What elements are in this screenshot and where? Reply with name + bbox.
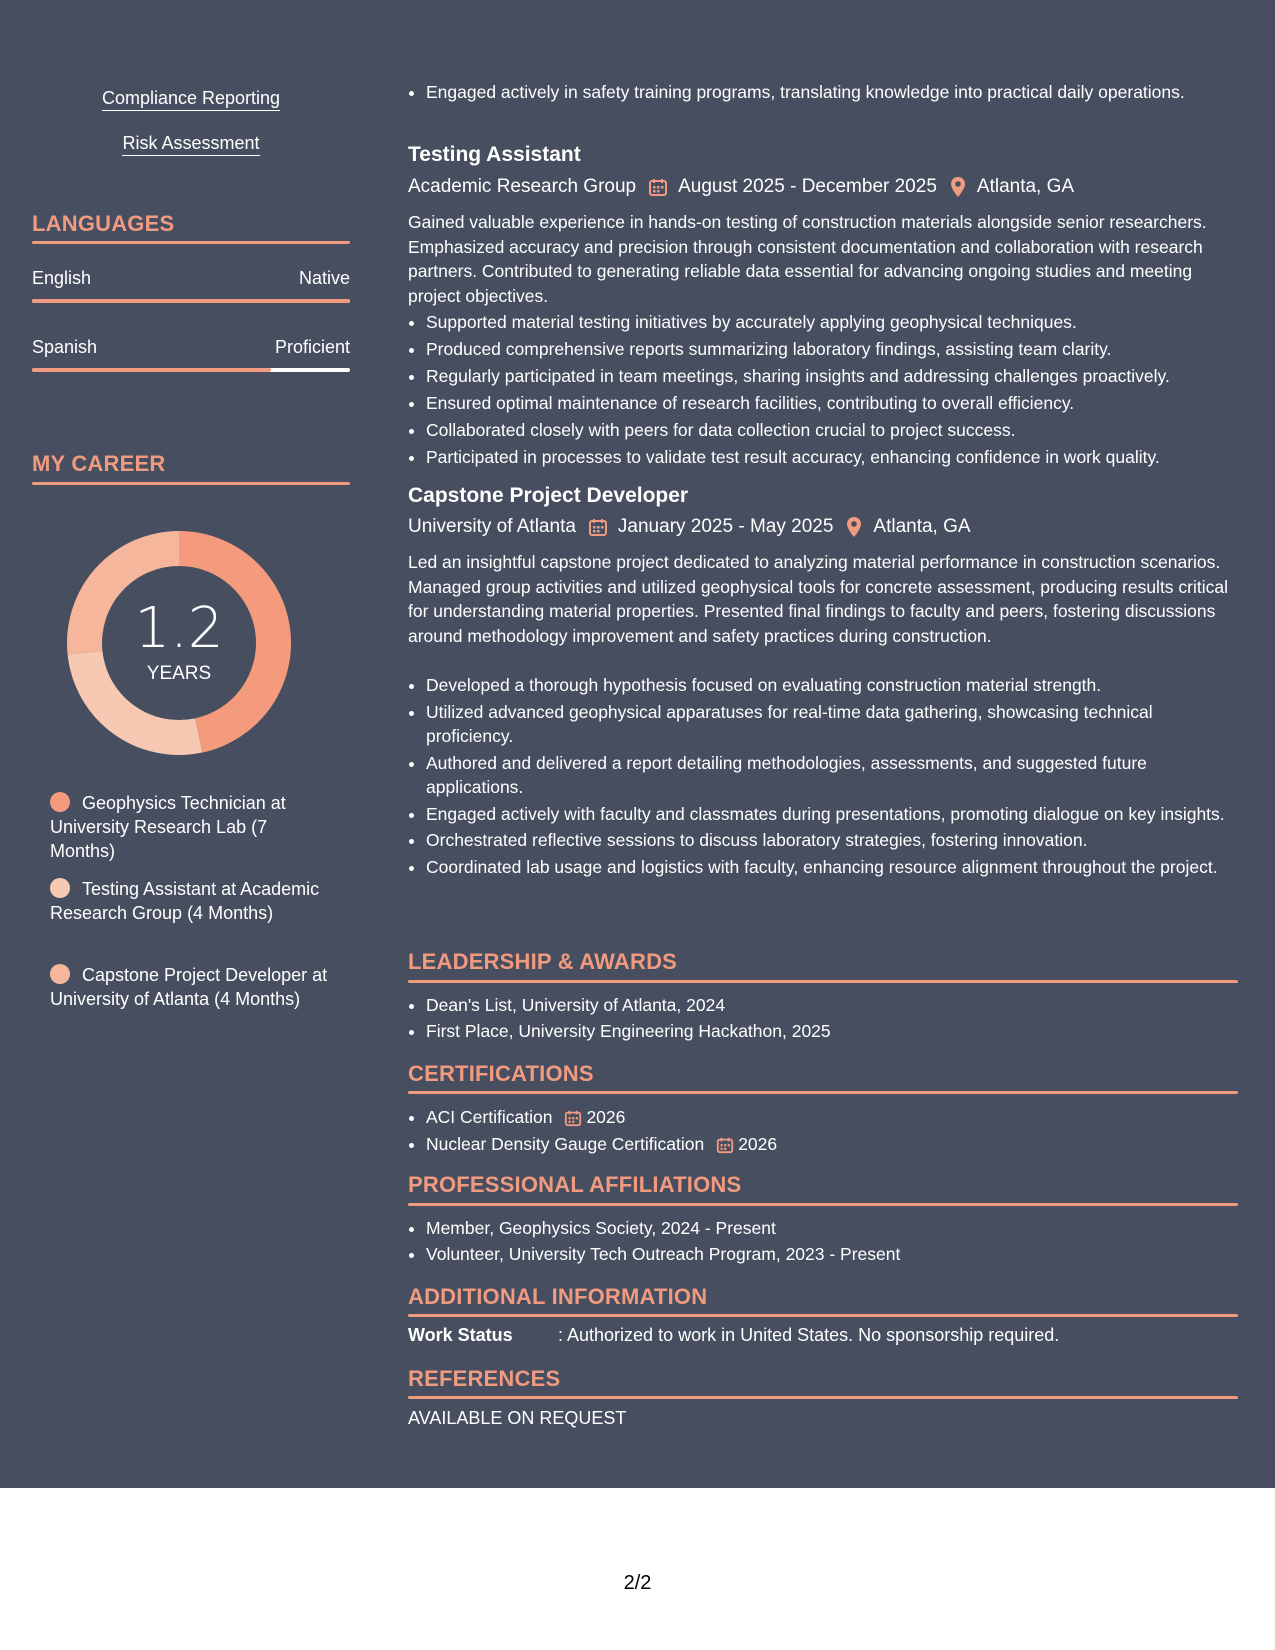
languages-title: LANGUAGES bbox=[32, 211, 175, 236]
references-title: REFERENCES bbox=[408, 1366, 561, 1391]
bullet-item: • Volunteer, University Tech Outreach Program, 2023 - Present bbox=[426, 1241, 1238, 1267]
job-meta bbox=[408, 516, 971, 538]
location-pin-icon bbox=[949, 176, 967, 198]
career-unit: YEARS bbox=[146, 663, 212, 684]
bullet-item: • Member, Geophysics Society, 2024 - Present bbox=[426, 1215, 1238, 1241]
bullet-item: • Supported material testing initiatives by accurately applying geophysical techniques. bbox=[426, 309, 1238, 336]
job-org: University of Atlanta bbox=[408, 516, 576, 537]
bullet-item: • Coordinated lab usage and logistics with faculty, enhancing resource alignment throughout the project. bbox=[426, 855, 1238, 880]
calendar-icon bbox=[648, 177, 668, 197]
skill-item[interactable] bbox=[32, 88, 350, 109]
bullet-item: • Produced comprehensive reports summarizing laboratory findings, assisting team clarity. bbox=[426, 336, 1238, 363]
legend-dot-icon bbox=[50, 878, 70, 898]
language-row bbox=[32, 268, 350, 289]
language-name: Spanish bbox=[32, 337, 98, 357]
job-bullets bbox=[408, 309, 1238, 471]
job-location: Atlanta, GA bbox=[976, 176, 1075, 197]
language-name: English bbox=[32, 268, 92, 288]
work-status-value: : Authorized to work in United States. No sponsorship required. bbox=[558, 1325, 1060, 1345]
bullet-item: • Engaged actively in safety training programs, translating knowledge into practical daily operations. bbox=[426, 80, 1238, 105]
carry-over-bullets bbox=[408, 80, 1238, 105]
bullet-item: • Collaborated closely with peers for data collection crucial to project success. bbox=[426, 417, 1238, 444]
work-status-label: Work Status bbox=[408, 1325, 513, 1345]
job-dates: January 2025 - May 2025 bbox=[617, 516, 834, 537]
career-total: 1.2 bbox=[134, 596, 224, 661]
certification-year: 2026 bbox=[586, 1107, 626, 1127]
job-title: Testing Assistant bbox=[408, 143, 581, 166]
references-value: AVAILABLE ON REQUEST bbox=[408, 1408, 627, 1428]
bullet-item: • Regularly participated in team meetings, sharing insights and addressing challenges proactively. bbox=[426, 363, 1238, 390]
section-rule bbox=[408, 1091, 1238, 1094]
location-pin-icon bbox=[845, 516, 863, 538]
leadership-list bbox=[408, 992, 1238, 1044]
certification-item bbox=[426, 1131, 1238, 1158]
career-donut-chart bbox=[67, 531, 291, 755]
section-rule bbox=[408, 1314, 1238, 1317]
career-legend-item bbox=[50, 791, 330, 863]
certification-name: ACI Certification bbox=[426, 1107, 553, 1127]
legend-label: Testing Assistant at Academic Research Group (4 Months) bbox=[50, 879, 320, 923]
bullet-item: • Dean's List, University of Atlanta, 2024 bbox=[426, 992, 1238, 1018]
section-rule bbox=[32, 241, 350, 244]
work-status-row bbox=[408, 1325, 1238, 1346]
additional-title: ADDITIONAL INFORMATION bbox=[408, 1284, 708, 1309]
certification-name: Nuclear Density Gauge Certification bbox=[426, 1134, 705, 1154]
job-meta bbox=[408, 176, 1074, 198]
job-title: Capstone Project Developer bbox=[408, 484, 689, 507]
calendar-icon bbox=[564, 1109, 582, 1127]
job-location: Atlanta, GA bbox=[873, 516, 971, 537]
calendar-icon bbox=[588, 517, 608, 537]
job-bullets bbox=[408, 673, 1238, 879]
calendar-icon bbox=[716, 1136, 734, 1154]
skill-label: Risk Assessment bbox=[122, 133, 259, 156]
language-bar bbox=[32, 299, 350, 303]
bullet-item: • Participated in processes to validate test result accuracy, enhancing confidence in work quality. bbox=[426, 444, 1238, 471]
legend-dot-icon bbox=[50, 792, 70, 812]
legend-label: Geophysics Technician at University Research Lab (7 Months) bbox=[50, 793, 286, 861]
bullet-item: • Ensured optimal maintenance of research facilities, contributing to overall efficiency. bbox=[426, 390, 1238, 417]
language-bar bbox=[32, 368, 350, 372]
skill-label: Compliance Reporting bbox=[102, 88, 280, 111]
language-row bbox=[32, 337, 350, 358]
job-summary: Gained valuable experience in hands-on testing of construction materials alongside senior researchers. Emphasized accuracy and precision through consistent documentation and collaboration with research partners. Contributed to generating reliable data essential for advancing ongoing studies and meeting project objectives. bbox=[408, 212, 1207, 306]
bullet-item: • Developed a thorough hypothesis focused on evaluating construction material strength. bbox=[426, 673, 1238, 698]
affiliations-title: PROFESSIONAL AFFILIATIONS bbox=[408, 1172, 742, 1197]
language-level: Proficient bbox=[274, 337, 350, 357]
skill-item[interactable] bbox=[32, 133, 350, 154]
career-legend-item bbox=[50, 877, 330, 925]
certification-year: 2026 bbox=[738, 1134, 778, 1154]
job-org: Academic Research Group bbox=[408, 176, 637, 197]
bullet-item: • Engaged actively with faculty and classmates during presentations, promoting dialogue on key insights. bbox=[426, 802, 1238, 827]
career-title: MY CAREER bbox=[32, 451, 166, 476]
bullet-item: • First Place, University Engineering Hackathon, 2025 bbox=[426, 1018, 1238, 1044]
job-dates: August 2025 - December 2025 bbox=[678, 176, 937, 197]
job-summary: Led an insightful capstone project dedicated to analyzing material performance in construction scenarios. Managed group activities and utilized geophysical tools for concrete assessment, producing results critical for understanding material properties. Presented final findings to faculty and peers, fostering discussions around methodology improvement and safety practices during construction. bbox=[408, 552, 1229, 646]
career-donut-center bbox=[67, 531, 291, 755]
bullet-item: • Authored and delivered a report detailing methodologies, assessments, and suggested future applications. bbox=[426, 751, 1238, 800]
certifications-list bbox=[408, 1104, 1238, 1158]
leadership-title: LEADERSHIP & AWARDS bbox=[408, 949, 678, 974]
legend-dot-icon bbox=[50, 964, 70, 984]
certification-item bbox=[426, 1104, 1238, 1131]
section-rule bbox=[408, 1396, 1238, 1399]
page-number: 2/2 bbox=[623, 1572, 652, 1594]
section-rule bbox=[408, 1203, 1238, 1206]
certifications-title: CERTIFICATIONS bbox=[408, 1061, 594, 1086]
language-level: Native bbox=[298, 268, 350, 288]
legend-label: Capstone Project Developer at University of Atlanta (4 Months) bbox=[50, 965, 328, 1009]
bullet-item: • Utilized advanced geophysical apparatuses for real-time data gathering, showcasing technical proficiency. bbox=[426, 700, 1238, 749]
career-legend-item bbox=[50, 963, 330, 1011]
section-rule bbox=[32, 482, 350, 485]
affiliations-list bbox=[408, 1215, 1238, 1267]
language-bar-fill bbox=[32, 299, 350, 303]
language-bar-fill bbox=[32, 368, 271, 372]
section-rule bbox=[408, 980, 1238, 983]
bullet-item: • Orchestrated reflective sessions to discuss laboratory strategies, fostering innovation. bbox=[426, 828, 1238, 853]
